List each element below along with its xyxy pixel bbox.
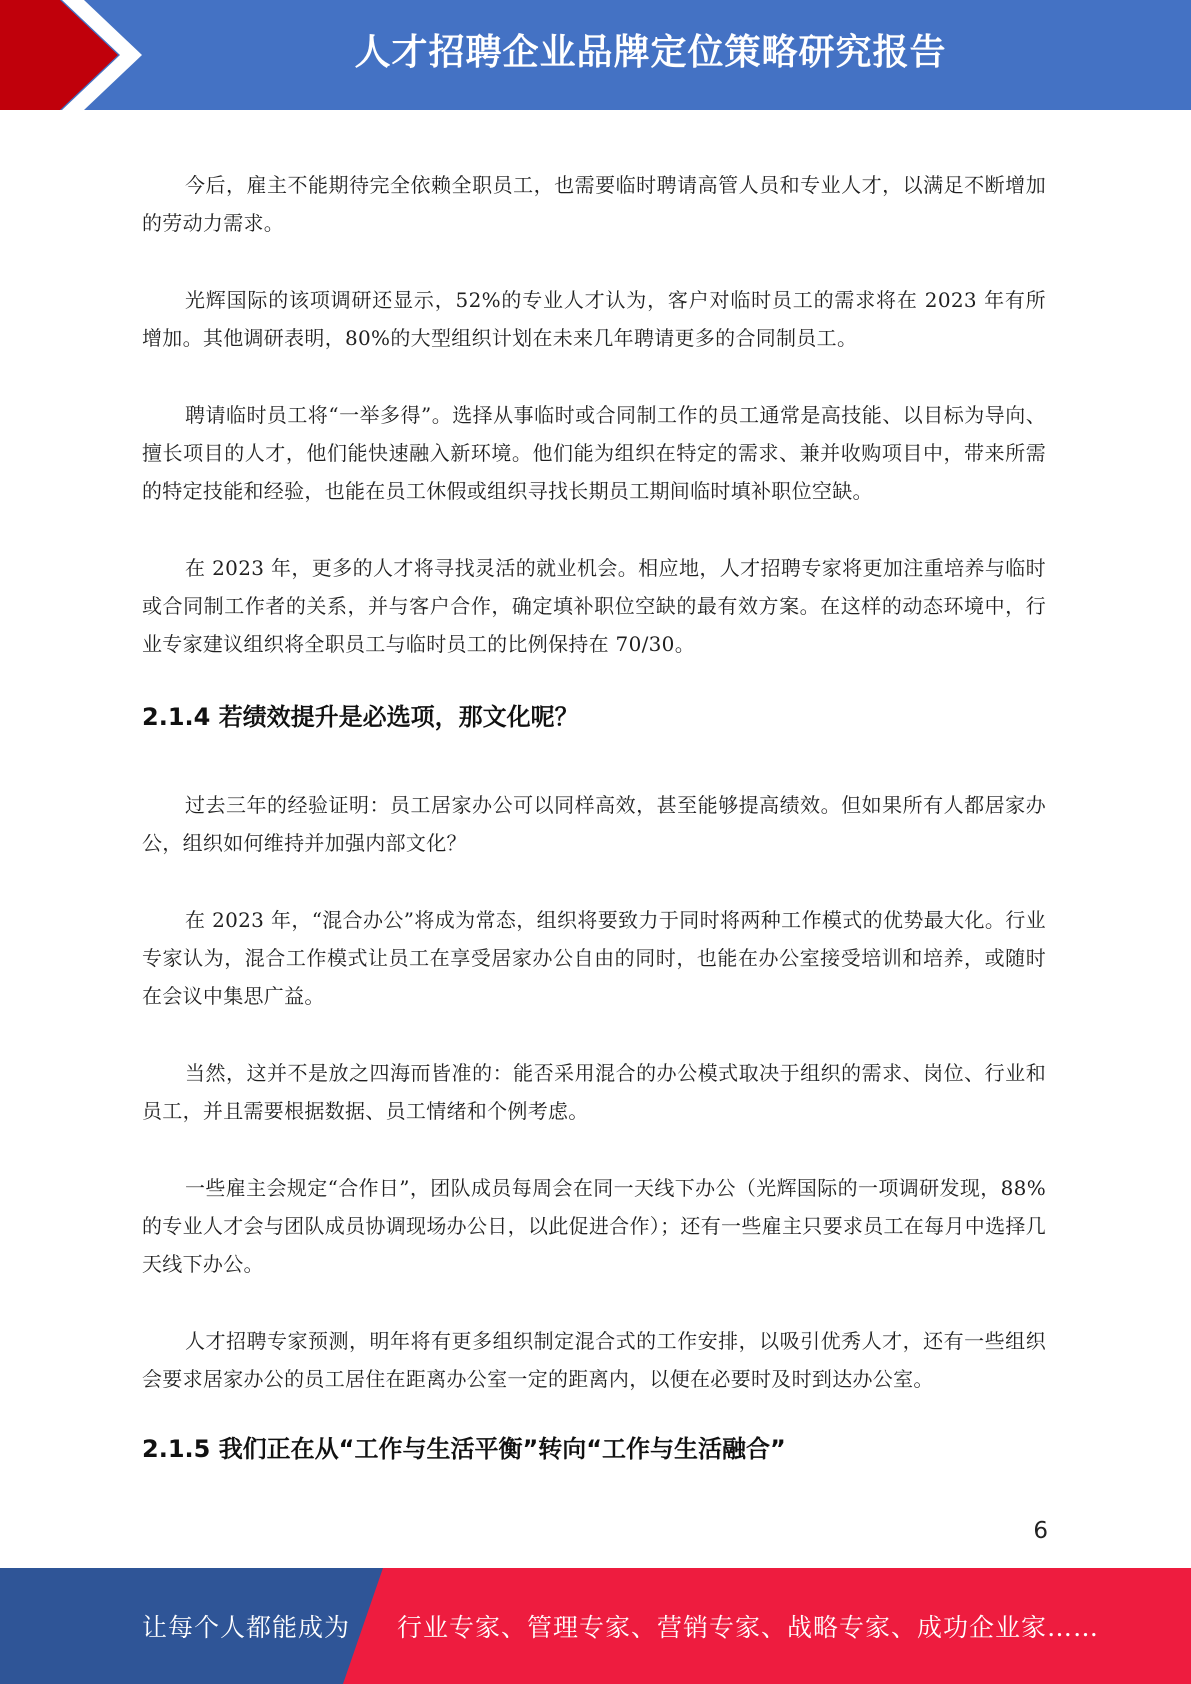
body-paragraph: 一些雇主会规定“合作日”，团队成员每周会在同一天线下办公（光辉国际的一项调研发现，88%的专业人才会与团队成员协调现场办公日，以此促进合作）；还有一些雇主只要求员工在每月中选择几天线下办公。 <box>142 1176 1046 1276</box>
main-content <box>142 166 1046 1465</box>
body-paragraph: 过去三年的经验证明：员工居家办公可以同样高效，甚至能够提高绩效。但如果所有人都居家办公，组织如何维持并加强内部文化？ <box>142 793 1046 855</box>
section-heading-2-1-4: 2.1.4 若绩效提升是必选项，那文化呢？ <box>142 703 579 731</box>
report-title: 人才招聘企业品牌定位策略研究报告 <box>354 32 947 73</box>
body-paragraph: 在 2023 年，更多的人才将寻找灵活的就业机会。相应地，人才招聘专家将更加注重培养与临时或合同制工作者的关系，并与客户合作，确定填补职位空缺的最有效方案。在这样的动态环境中，行业专家建议组织将全职员工与临时员工的比例保持在 70/30。 <box>142 556 1046 656</box>
body-paragraph: 今后，雇主不能期待完全依赖全职员工，也需要临时聘请高管人员和专业人才，以满足不断增加的劳动力需求。 <box>142 173 1046 235</box>
footer-slogan-right: 行业专家、管理专家、营销专家、战略专家、成功企业家…… <box>397 1613 1100 1642</box>
section-heading-2-1-5: 2.1.5 我们正在从“工作与生活平衡”转向“工作与生活融合” <box>142 1435 786 1463</box>
page-header <box>0 0 1191 110</box>
page-number: 6 <box>1033 1518 1048 1544</box>
body-paragraph: 当然，这并不是放之四海而皆准的：能否采用混合的办公模式取决于组织的需求、岗位、行业和员工，并且需要根据数据、员工情绪和个例考虑。 <box>142 1061 1046 1123</box>
body-paragraph: 人才招聘专家预测，明年将有更多组织制定混合式的工作安排，以吸引优秀人才，还有一些组织会要求居家办公的员工居住在距离办公室一定的距离内，以便在必要时及时到达办公室。 <box>142 1329 1046 1391</box>
body-paragraph: 光辉国际的该项调研还显示，52%的专业人才认为，客户对临时员工的需求将在 2023 年有所增加。其他调研表明，80%的大型组织计划在未来几年聘请更多的合同制员工。 <box>142 288 1046 350</box>
header-arrow-decoration <box>0 0 160 110</box>
body-paragraph: 聘请临时员工将“一举多得”。选择从事临时或合同制工作的员工通常是高技能、以目标为导向、擅长项目的人才，他们能快速融入新环境。他们能为组织在特定的需求、兼并收购项目中，带来所需的特定技能和经验，也能在员工休假或组织寻找长期员工期间临时填补职位空缺。 <box>142 403 1046 503</box>
footer-slogan-left: 让每个人都能成为 <box>142 1613 351 1642</box>
body-paragraph: 在 2023 年，“混合办公”将成为常态，组织将要致力于同时将两种工作模式的优势最大化。行业专家认为，混合工作模式让员工在享受居家办公自由的同时，也能在办公室接受培训和培养，或随时在会议中集思广益。 <box>142 908 1046 1008</box>
page-footer <box>0 1568 1191 1684</box>
